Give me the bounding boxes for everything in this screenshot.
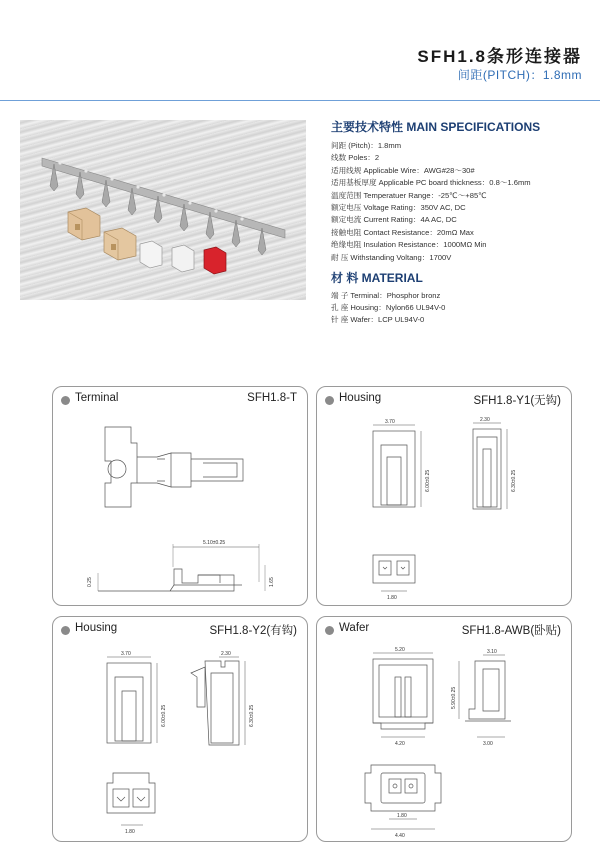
- wafer-dim: 4.40: [395, 833, 405, 839]
- housing-y2-drawing: [53, 617, 307, 841]
- spec-item: 额定电流 Current Rating：4A AC, DC: [331, 215, 457, 225]
- spec-item: 温度范围 Temperatuer Range：-25℃～+85℃: [331, 190, 487, 200]
- page-title: SFH1.8条形连接器: [417, 47, 582, 66]
- bullet-icon: [325, 396, 334, 405]
- material-title: 材 料 MATERIAL: [331, 271, 423, 285]
- housing-y1-dim: 2.30: [480, 417, 490, 423]
- housing-y2-dim: 3.70: [121, 651, 131, 657]
- housing-y2-panel: [52, 616, 308, 842]
- housing-y2-dim: 6.30±0.25: [249, 704, 255, 727]
- terminal-panel: [52, 386, 308, 606]
- material-item: 端 子 Terminal：Phosphor bronz: [331, 291, 441, 300]
- wafer-parts-image: [68, 208, 136, 260]
- terminal-dim: 1.65: [269, 577, 275, 587]
- spec-item: 适用线规 Applicable Wire：AWG#28～30#: [331, 165, 475, 175]
- housing-y1-dim: 6.00±0.25: [425, 469, 431, 492]
- spec-item: 额定电压 Voltage Rating：350V AC, DC: [331, 203, 466, 213]
- spec-list: [331, 140, 531, 264]
- wafer-dim: 3.00: [483, 741, 493, 747]
- material-list: [331, 290, 445, 326]
- housing-y1-dim: 1.80: [387, 595, 397, 601]
- housing-y1-dim: 3.70: [385, 419, 395, 425]
- bullet-icon: [325, 626, 334, 635]
- panel-part-code: SFH1.8-Y1(无钩): [473, 395, 561, 407]
- wafer-dim: 3.10: [487, 649, 497, 655]
- spec-item: 间距 (Pitch)：1.8mm: [331, 141, 402, 150]
- header-divider: [0, 100, 600, 101]
- panel-part-code: SFH1.8-T: [247, 392, 297, 404]
- housing-y2-dim: 1.80: [125, 829, 135, 835]
- panel-title: Housing: [75, 622, 118, 634]
- wafer-dim: 1.80: [397, 813, 407, 819]
- panel-title: Wafer: [339, 622, 370, 634]
- material-item: 孔 座 Housing：Nylon66 UL94V-0: [331, 303, 446, 312]
- housing-y2-dim: 6.00±0.25: [161, 704, 167, 727]
- bullet-icon: [61, 626, 70, 635]
- material-item: 针 座 Wafer：LCP UL94V-0: [331, 315, 425, 324]
- product-photo: [20, 120, 306, 300]
- wafer-drawing: [317, 617, 571, 841]
- housing-y1-drawing: [317, 387, 571, 605]
- wafer-dim: 5.20: [395, 647, 405, 653]
- housing-y2-dim: 2.30: [221, 651, 231, 657]
- panel-title: Terminal: [75, 392, 119, 404]
- terminal-dim: 5.10±0.25: [203, 540, 226, 546]
- panel-title: Housing: [339, 392, 382, 404]
- spec-item: 耐 压 Withstanding Voltang：1700V: [331, 252, 452, 262]
- terminal-dim: 0.25: [87, 577, 93, 587]
- terminal-drawing: [53, 387, 307, 605]
- panel-part-code: SFH1.8-AWB(卧贴): [461, 625, 561, 637]
- spec-item: 线数 Poles：2: [331, 153, 380, 163]
- page-subtitle: 间距(PITCH)：1.8mm: [457, 68, 582, 82]
- wafer-dim: 4.20: [395, 741, 405, 747]
- spec-item: 绝缘电阻 Insulation Resistance：1000MΩ Min: [331, 240, 487, 250]
- spec-item: 接触电阻 Contact Resistance：20mΩ Max: [331, 227, 474, 237]
- wafer-dim: 5.90±0.25: [451, 686, 457, 709]
- bullet-icon: [61, 396, 70, 405]
- housing-y1-dim: 6.30±0.25: [511, 469, 517, 492]
- housing-y1-panel: [316, 386, 572, 606]
- spec-title: 主要技术特性 MAIN SPECIFICATIONS: [331, 120, 541, 134]
- panel-part-code: SFH1.8-Y2(有钩): [209, 625, 297, 637]
- wafer-panel: [316, 616, 572, 842]
- spec-item: 适用基板厚度 Applicable PC board thickness：0.8～1.6mm: [331, 178, 531, 188]
- terminal-strip-image: [42, 158, 285, 255]
- housing-parts-image: [140, 241, 226, 274]
